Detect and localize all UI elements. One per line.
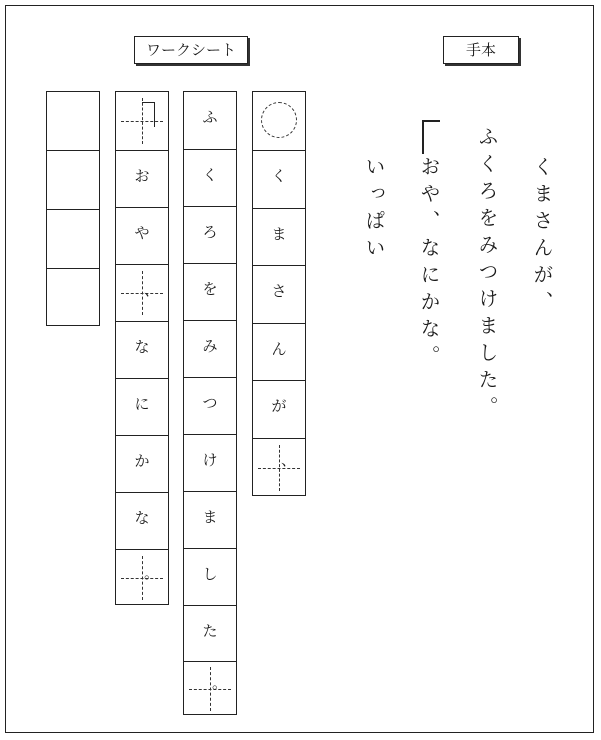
model-open-quote <box>422 120 440 154</box>
quote-cell <box>116 92 168 150</box>
char-cell: く <box>184 149 236 206</box>
char-cell: を <box>184 263 236 320</box>
char-cell: に <box>116 378 168 435</box>
worksheet-column-1 <box>46 91 100 326</box>
char-cell: ま <box>184 491 236 548</box>
char-cell: が <box>253 380 305 438</box>
char-cell: か <box>116 435 168 492</box>
model-line-4: いっぱい <box>362 156 386 264</box>
char-cell: な <box>116 321 168 378</box>
char-cell: つ <box>184 377 236 434</box>
worksheet-column-3 <box>183 91 237 715</box>
char-cell: た <box>184 605 236 661</box>
model-line-1: くまさんが、 <box>530 156 554 318</box>
model-title: 手本 <box>443 36 519 64</box>
char-cell: さ <box>253 265 305 323</box>
char-cell: ふ <box>202 108 218 126</box>
worksheet-column-2 <box>115 91 169 605</box>
worksheet-column-4 <box>252 91 306 496</box>
char-cell: み <box>184 320 236 377</box>
blank-cell <box>47 209 99 268</box>
char-cell: お <box>116 150 168 207</box>
worksheet-page <box>5 5 594 733</box>
char-cell: ん <box>253 323 305 380</box>
blank-cell <box>47 92 99 150</box>
dashed-circle-mark <box>261 102 297 138</box>
char-cell: し <box>184 548 236 605</box>
worksheet-title: ワークシート <box>134 36 248 64</box>
open-quote-mark <box>142 102 155 127</box>
blank-cell <box>47 150 99 209</box>
period-cell: 。 <box>116 549 168 606</box>
char-cell: な <box>116 492 168 549</box>
char-cell: ま <box>253 208 305 265</box>
comma-cell: 、 <box>116 264 168 321</box>
blank-cell <box>47 268 99 327</box>
model-line-2: ふくろをみつけました。 <box>475 126 499 423</box>
char-cell: ろ <box>184 206 236 263</box>
period-cell: 。 <box>184 661 236 716</box>
model-line-3: おや、なにかな。 <box>417 156 441 372</box>
circle-cell <box>253 92 305 150</box>
char-cell: く <box>253 150 305 208</box>
char-cell: や <box>116 207 168 264</box>
char-cell: け <box>184 434 236 491</box>
comma-cell: 、 <box>253 438 305 497</box>
